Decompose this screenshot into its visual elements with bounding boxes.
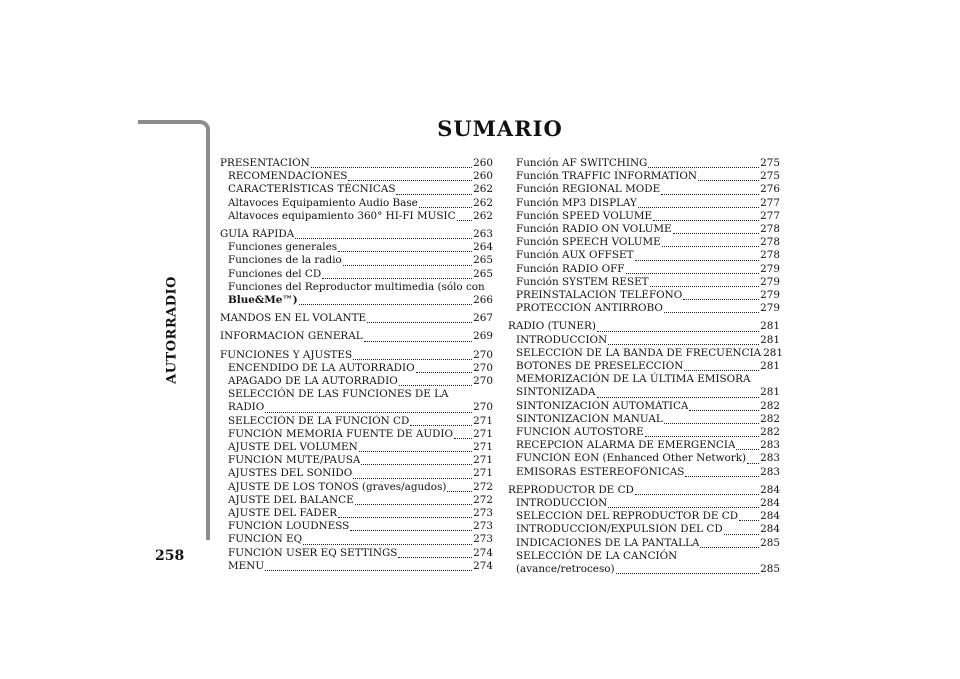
dot-leader bbox=[661, 193, 759, 195]
dot-leader bbox=[265, 411, 472, 413]
toc-entry[interactable] bbox=[508, 413, 780, 426]
toc-entry-page: 282 bbox=[760, 426, 780, 439]
toc-entry[interactable] bbox=[220, 210, 493, 223]
toc-entry[interactable] bbox=[220, 312, 493, 325]
toc-entry-page: 278 bbox=[760, 223, 780, 236]
toc-entry-label: SELECCIÓN DE LA FUNCIÓN CD bbox=[228, 414, 410, 427]
dot-leader bbox=[689, 409, 759, 411]
toc-entry-page: 285 bbox=[760, 536, 780, 549]
toc-entry[interactable] bbox=[508, 334, 780, 347]
toc-entry-page: 262 bbox=[473, 183, 493, 196]
toc-entry[interactable] bbox=[220, 454, 493, 467]
toc-entry-page: 267 bbox=[473, 312, 493, 325]
toc-entry-label: INTRODUCCIÓN bbox=[516, 497, 608, 510]
toc-entry-page: 271 bbox=[473, 454, 493, 467]
toc-entry-label: Función AUX OFFSET bbox=[516, 249, 634, 262]
toc-entry-label: SINTONIZACIÓN AUTOMÁTICA bbox=[516, 399, 689, 412]
toc-entry-page: 282 bbox=[760, 399, 780, 412]
toc-entry-page: 278 bbox=[760, 249, 780, 262]
dot-leader bbox=[447, 490, 472, 492]
toc-entry[interactable] bbox=[220, 494, 493, 507]
dot-leader bbox=[684, 369, 759, 371]
toc-entry-label: PREINSTALACIÓN TELÉFONO bbox=[516, 289, 683, 302]
toc-entry-label: Función SPEED VOLUME bbox=[516, 209, 653, 222]
toc-entry-page: 271 bbox=[473, 441, 493, 454]
toc-entry[interactable] bbox=[508, 497, 780, 510]
toc-entry[interactable] bbox=[220, 294, 493, 307]
toc-entry[interactable] bbox=[508, 157, 780, 170]
toc-entry-label: Altavoces Equipamiento Audio Base bbox=[228, 196, 418, 209]
toc-entry-page: 275 bbox=[760, 157, 780, 169]
toc-entry[interactable] bbox=[220, 330, 493, 343]
toc-entry-text: Funciones del Reproductor multimedia (sólo con bbox=[228, 280, 485, 293]
toc-entry-label: APAGADO DE LA AUTORRADIO bbox=[228, 375, 398, 388]
toc-entry-label: REPRODUCTOR DE CD bbox=[508, 483, 634, 496]
toc-entry-label: INTRODUCCIÓN/EXPULSIÓN DEL CD bbox=[516, 523, 723, 536]
toc-entry-page: 283 bbox=[760, 465, 780, 478]
dot-leader bbox=[303, 543, 472, 545]
toc-entry[interactable] bbox=[220, 228, 493, 241]
dot-leader bbox=[416, 371, 473, 373]
dot-leader bbox=[367, 321, 472, 323]
toc-entry[interactable] bbox=[220, 375, 493, 388]
toc-entry-page: 274 bbox=[473, 559, 493, 572]
toc-entry[interactable] bbox=[220, 467, 493, 480]
dot-leader bbox=[410, 424, 472, 426]
dot-leader bbox=[350, 529, 472, 531]
toc-entry-page: 270 bbox=[473, 401, 493, 414]
dot-leader bbox=[457, 219, 473, 221]
toc-entry-label: PROTECCIÓN ANTIRROBO bbox=[516, 302, 663, 315]
dot-leader bbox=[608, 343, 759, 345]
toc-entry-page: 264 bbox=[473, 241, 493, 254]
toc-entry[interactable] bbox=[508, 466, 780, 479]
toc-entry[interactable] bbox=[508, 523, 780, 536]
toc-entry-page: 277 bbox=[760, 209, 780, 222]
toc-entry-page: 271 bbox=[473, 414, 493, 427]
toc-entry[interactable] bbox=[220, 415, 493, 428]
dot-leader bbox=[683, 298, 759, 300]
toc-entry-label: Función RADIO OFF bbox=[516, 262, 625, 275]
toc-entry-label: GUÍA RÁPIDA bbox=[220, 228, 295, 241]
dot-leader bbox=[338, 250, 472, 252]
dot-leader bbox=[399, 384, 472, 386]
dot-leader bbox=[626, 272, 760, 274]
dot-leader bbox=[359, 450, 472, 452]
toc-entry-text: SELECCIÓN DE LA CANCIÓN bbox=[516, 549, 678, 562]
toc-entry-label: RADIO bbox=[228, 401, 265, 414]
dot-leader bbox=[685, 475, 759, 477]
toc-entry[interactable] bbox=[220, 547, 493, 560]
toc-entry-label: INDICACIONES DE LA PANTALLA bbox=[516, 536, 700, 549]
toc-entry-page: 283 bbox=[760, 452, 780, 465]
toc-entry-page: 284 bbox=[760, 523, 780, 536]
toc-entry-page: 273 bbox=[473, 533, 493, 546]
toc-entry-page: 279 bbox=[760, 289, 780, 302]
dot-leader bbox=[454, 437, 472, 439]
toc-entry-label: CARACTERÍSTICAS TÉCNICAS bbox=[228, 183, 396, 196]
toc-entry[interactable] bbox=[508, 170, 780, 183]
toc-entry-label: ENCENDIDO DE LA AUTORRADIO bbox=[228, 361, 415, 374]
toc-entry-label: Función AF SWITCHING bbox=[516, 157, 648, 169]
toc-entry-page: 270 bbox=[473, 375, 493, 388]
toc-entry-label: FUNCIÓN MEMORIA FUENTE DE AUDIO bbox=[228, 427, 454, 440]
toc-entry-label: (avance/retroceso) bbox=[516, 563, 615, 576]
toc-entry-label: INFORMACIÓN GENERAL bbox=[220, 330, 363, 343]
toc-entry-label: Función TRAFFIC INFORMATION bbox=[516, 170, 697, 183]
toc-entry-label: EMISORAS ESTEREOFÓNICAS bbox=[516, 465, 685, 478]
dot-leader bbox=[396, 193, 472, 195]
toc-entry-label: AJUSTES DEL SONIDO bbox=[228, 467, 353, 480]
toc-entry-text: MEMORIZACIÓN DE LA ÚLTIMA EMISORA bbox=[516, 373, 751, 386]
toc-entry-label: AJUSTE DE LOS TONOS (graves/agudos) bbox=[228, 480, 447, 493]
dot-leader bbox=[736, 448, 759, 450]
dot-leader bbox=[311, 166, 472, 168]
dot-leader bbox=[348, 179, 472, 181]
dot-leader bbox=[747, 462, 759, 464]
dot-leader bbox=[265, 569, 472, 571]
toc-entry-page: 284 bbox=[760, 497, 780, 510]
toc-entry-page: 266 bbox=[473, 294, 493, 307]
toc-entry[interactable] bbox=[508, 223, 780, 236]
toc-entry-page: 282 bbox=[760, 412, 780, 425]
section-tab-label: AUTORRADIO bbox=[164, 276, 180, 384]
toc-entry-label: RECOMENDACIONES bbox=[228, 170, 348, 183]
toc-entry-label: Funciones generales bbox=[228, 241, 338, 254]
toc-entry-label: RADIO (TUNER) bbox=[508, 320, 596, 333]
dot-leader bbox=[724, 533, 760, 535]
toc-entry-label: Blue&Me™) bbox=[228, 294, 298, 307]
toc-entry-page: 260 bbox=[473, 170, 493, 183]
toc-entry-page: 281 bbox=[760, 320, 780, 333]
toc-entry-label: RECEPCIÓN ALARMA DE EMERGENCIA bbox=[516, 439, 736, 452]
toc-entry-page: 273 bbox=[473, 520, 493, 533]
dot-leader bbox=[616, 572, 760, 574]
dot-leader bbox=[650, 285, 760, 287]
toc-entry-page: 262 bbox=[473, 196, 493, 209]
toc-entry[interactable] bbox=[220, 428, 493, 441]
toc-entry-page: 281 bbox=[760, 333, 780, 346]
toc-entry[interactable] bbox=[220, 481, 493, 494]
toc-entry[interactable] bbox=[220, 197, 493, 210]
toc-entry[interactable] bbox=[220, 533, 493, 546]
toc-entry-page: 283 bbox=[760, 439, 780, 452]
toc-entry-page: 272 bbox=[473, 480, 493, 493]
toc-entry[interactable] bbox=[508, 289, 780, 302]
page-title: SUMARIO bbox=[437, 116, 563, 141]
toc-entry[interactable] bbox=[508, 439, 780, 452]
toc-left-column bbox=[220, 157, 493, 573]
dot-leader bbox=[597, 396, 760, 398]
toc-entry[interactable] bbox=[508, 236, 780, 249]
dot-leader bbox=[343, 264, 472, 266]
toc-entry-label: Función SPEECH VOLUME bbox=[516, 236, 661, 249]
toc-entry[interactable] bbox=[508, 452, 780, 465]
toc-entry-page: 274 bbox=[473, 546, 493, 559]
toc-entry-page: 281 bbox=[760, 386, 780, 399]
toc-entry-page: 275 bbox=[760, 170, 780, 183]
dot-leader bbox=[338, 516, 472, 518]
dot-leader bbox=[698, 179, 759, 181]
dot-leader bbox=[608, 506, 759, 508]
toc-entry-page: 272 bbox=[473, 493, 493, 506]
dot-leader bbox=[648, 166, 759, 168]
toc-entry-page: 269 bbox=[473, 330, 493, 343]
toc-entry[interactable] bbox=[508, 346, 784, 360]
toc-entry-label: Función SYSTEM RESET bbox=[516, 275, 649, 288]
toc-entry-page: 284 bbox=[760, 510, 780, 523]
toc-entry-page: 265 bbox=[473, 254, 493, 267]
toc-entry-label: Funciones de la radio bbox=[228, 254, 342, 267]
toc-entry[interactable] bbox=[508, 400, 780, 413]
dot-leader bbox=[662, 245, 759, 247]
dot-leader bbox=[299, 303, 472, 305]
dot-leader bbox=[739, 519, 759, 521]
toc-entry-label: FUNCIÓN MUTE/PAUSA bbox=[228, 454, 361, 467]
toc-entry[interactable] bbox=[508, 386, 780, 399]
toc-entry-label: FUNCIÓN AUTOSTORE bbox=[516, 426, 644, 439]
dot-leader bbox=[364, 340, 473, 342]
toc-entry-page: 276 bbox=[760, 183, 780, 196]
toc-entry-label: Función MP3 DISPLAY bbox=[516, 196, 637, 209]
toc-entry-page: 285 bbox=[760, 563, 780, 576]
toc-entry-label: SELECCIÓN DEL REPRODUCTOR DE CD bbox=[516, 510, 739, 523]
toc-entry-page: 279 bbox=[760, 302, 780, 315]
toc-entry[interactable] bbox=[220, 254, 493, 267]
toc-entry-label: SINTONIZACIÓN MANUAL bbox=[516, 412, 663, 425]
toc-entry-page: 273 bbox=[473, 507, 493, 520]
dot-leader bbox=[295, 237, 472, 239]
toc-entry-page: 263 bbox=[473, 228, 493, 241]
dot-leader bbox=[664, 311, 759, 313]
toc-entry-page: 281 bbox=[763, 346, 784, 359]
toc-entry-page: 271 bbox=[473, 427, 493, 440]
toc-entry-page: 271 bbox=[473, 467, 493, 480]
toc-entry-label: AJUSTE DEL VOLUMEN bbox=[228, 441, 358, 454]
dot-leader bbox=[664, 422, 759, 424]
dot-leader bbox=[597, 330, 759, 332]
toc-entry[interactable] bbox=[508, 484, 780, 497]
dot-leader bbox=[700, 546, 759, 548]
dot-leader bbox=[419, 206, 472, 208]
toc-entry[interactable] bbox=[220, 268, 493, 281]
toc-entry[interactable] bbox=[220, 183, 493, 196]
toc-entry-label: AJUSTE DEL FADER bbox=[228, 507, 338, 520]
dot-leader bbox=[355, 503, 473, 505]
page-number: 258 bbox=[155, 548, 185, 564]
toc-entry-label: Altavoces equipamiento 360° HI-FI MUSIC bbox=[228, 209, 456, 222]
toc-entry-page: 262 bbox=[473, 209, 493, 222]
toc-entry-page: 281 bbox=[760, 360, 780, 373]
toc-entry-label: FUNCIÓN EON (Enhanced Other Network) bbox=[516, 452, 747, 465]
toc-entry-label: AJUSTE DEL BALANCE bbox=[228, 493, 354, 506]
toc-entry[interactable] bbox=[220, 362, 493, 375]
toc-entry-label: MENU bbox=[228, 559, 265, 572]
toc-entry[interactable] bbox=[220, 560, 493, 573]
toc-entry-label: BOTONES DE PRESELECCIÓN bbox=[516, 360, 684, 373]
toc-entry[interactable] bbox=[220, 520, 493, 533]
toc-entry-page: 277 bbox=[760, 196, 780, 209]
toc-entry-label: Funciones del CD bbox=[228, 267, 322, 280]
toc-entry[interactable] bbox=[220, 241, 493, 254]
dot-leader bbox=[638, 206, 759, 208]
dot-leader bbox=[673, 232, 760, 234]
toc-entry[interactable] bbox=[508, 210, 780, 223]
toc-entry-label: Función REGIONAL MODE bbox=[516, 183, 661, 196]
dot-leader bbox=[635, 259, 760, 261]
toc-entry[interactable] bbox=[220, 441, 493, 454]
toc-entry-label: FUNCIÓN LOUDNESS bbox=[228, 520, 350, 533]
toc-entry-label: INTRODUCCIÓN bbox=[516, 333, 608, 346]
toc-entry-page: 265 bbox=[473, 267, 493, 280]
toc-entry[interactable] bbox=[220, 170, 493, 183]
toc-entry[interactable] bbox=[508, 249, 780, 262]
toc-entry[interactable] bbox=[508, 563, 780, 576]
toc-entry-label: SINTONIZADA bbox=[516, 386, 596, 399]
toc-entry[interactable] bbox=[220, 157, 493, 170]
dot-leader bbox=[398, 556, 472, 558]
toc-entry[interactable] bbox=[508, 197, 780, 210]
toc-right-column bbox=[508, 157, 784, 576]
toc-entry[interactable] bbox=[508, 302, 780, 315]
toc-entry[interactable] bbox=[508, 183, 780, 196]
toc-entry[interactable] bbox=[508, 360, 780, 373]
toc-entry[interactable] bbox=[508, 537, 780, 550]
dot-leader bbox=[353, 358, 472, 360]
toc-entry-page: 284 bbox=[760, 483, 780, 496]
toc-entry[interactable] bbox=[220, 507, 493, 520]
toc-entry-text: SELECCIÓN DE LAS FUNCIONES DE LA bbox=[228, 388, 449, 401]
dot-leader bbox=[361, 463, 472, 465]
dot-leader bbox=[645, 435, 759, 437]
toc-entry[interactable] bbox=[508, 510, 780, 523]
dot-leader bbox=[635, 493, 759, 495]
dot-leader bbox=[322, 277, 472, 279]
toc-entry[interactable] bbox=[508, 426, 780, 439]
toc-entry-label: FUNCIÓN EQ bbox=[228, 533, 303, 546]
toc-entry-page: 270 bbox=[473, 348, 493, 361]
toc-entry-page: 278 bbox=[760, 236, 780, 249]
toc-entry-page: 270 bbox=[473, 361, 493, 374]
toc-entry-label: FUNCIÓN USER EQ SETTINGS bbox=[228, 546, 398, 559]
toc-entry-label: FUNCIONES Y AJUSTES bbox=[220, 348, 353, 361]
toc-entry[interactable] bbox=[508, 320, 780, 333]
toc-entry[interactable] bbox=[508, 276, 780, 289]
toc-entry-label: Función RADIO ON VOLUME bbox=[516, 223, 672, 236]
toc-entry[interactable] bbox=[508, 263, 780, 276]
dot-leader bbox=[653, 219, 759, 221]
dot-leader bbox=[353, 477, 472, 479]
toc-entry-label: SELECCIÓN DE LA BANDA DE FRECUENCIA bbox=[516, 346, 762, 359]
toc-entry-page: 260 bbox=[473, 157, 493, 169]
toc-entry[interactable] bbox=[220, 349, 493, 362]
toc-entry-page: 279 bbox=[760, 275, 780, 288]
toc-entry-label: PRESENTACIÓN bbox=[220, 157, 310, 169]
toc-entry[interactable] bbox=[220, 401, 493, 414]
toc-entry-label: MANDOS EN EL VOLANTE bbox=[220, 312, 367, 325]
toc-entry-page: 279 bbox=[760, 262, 780, 275]
